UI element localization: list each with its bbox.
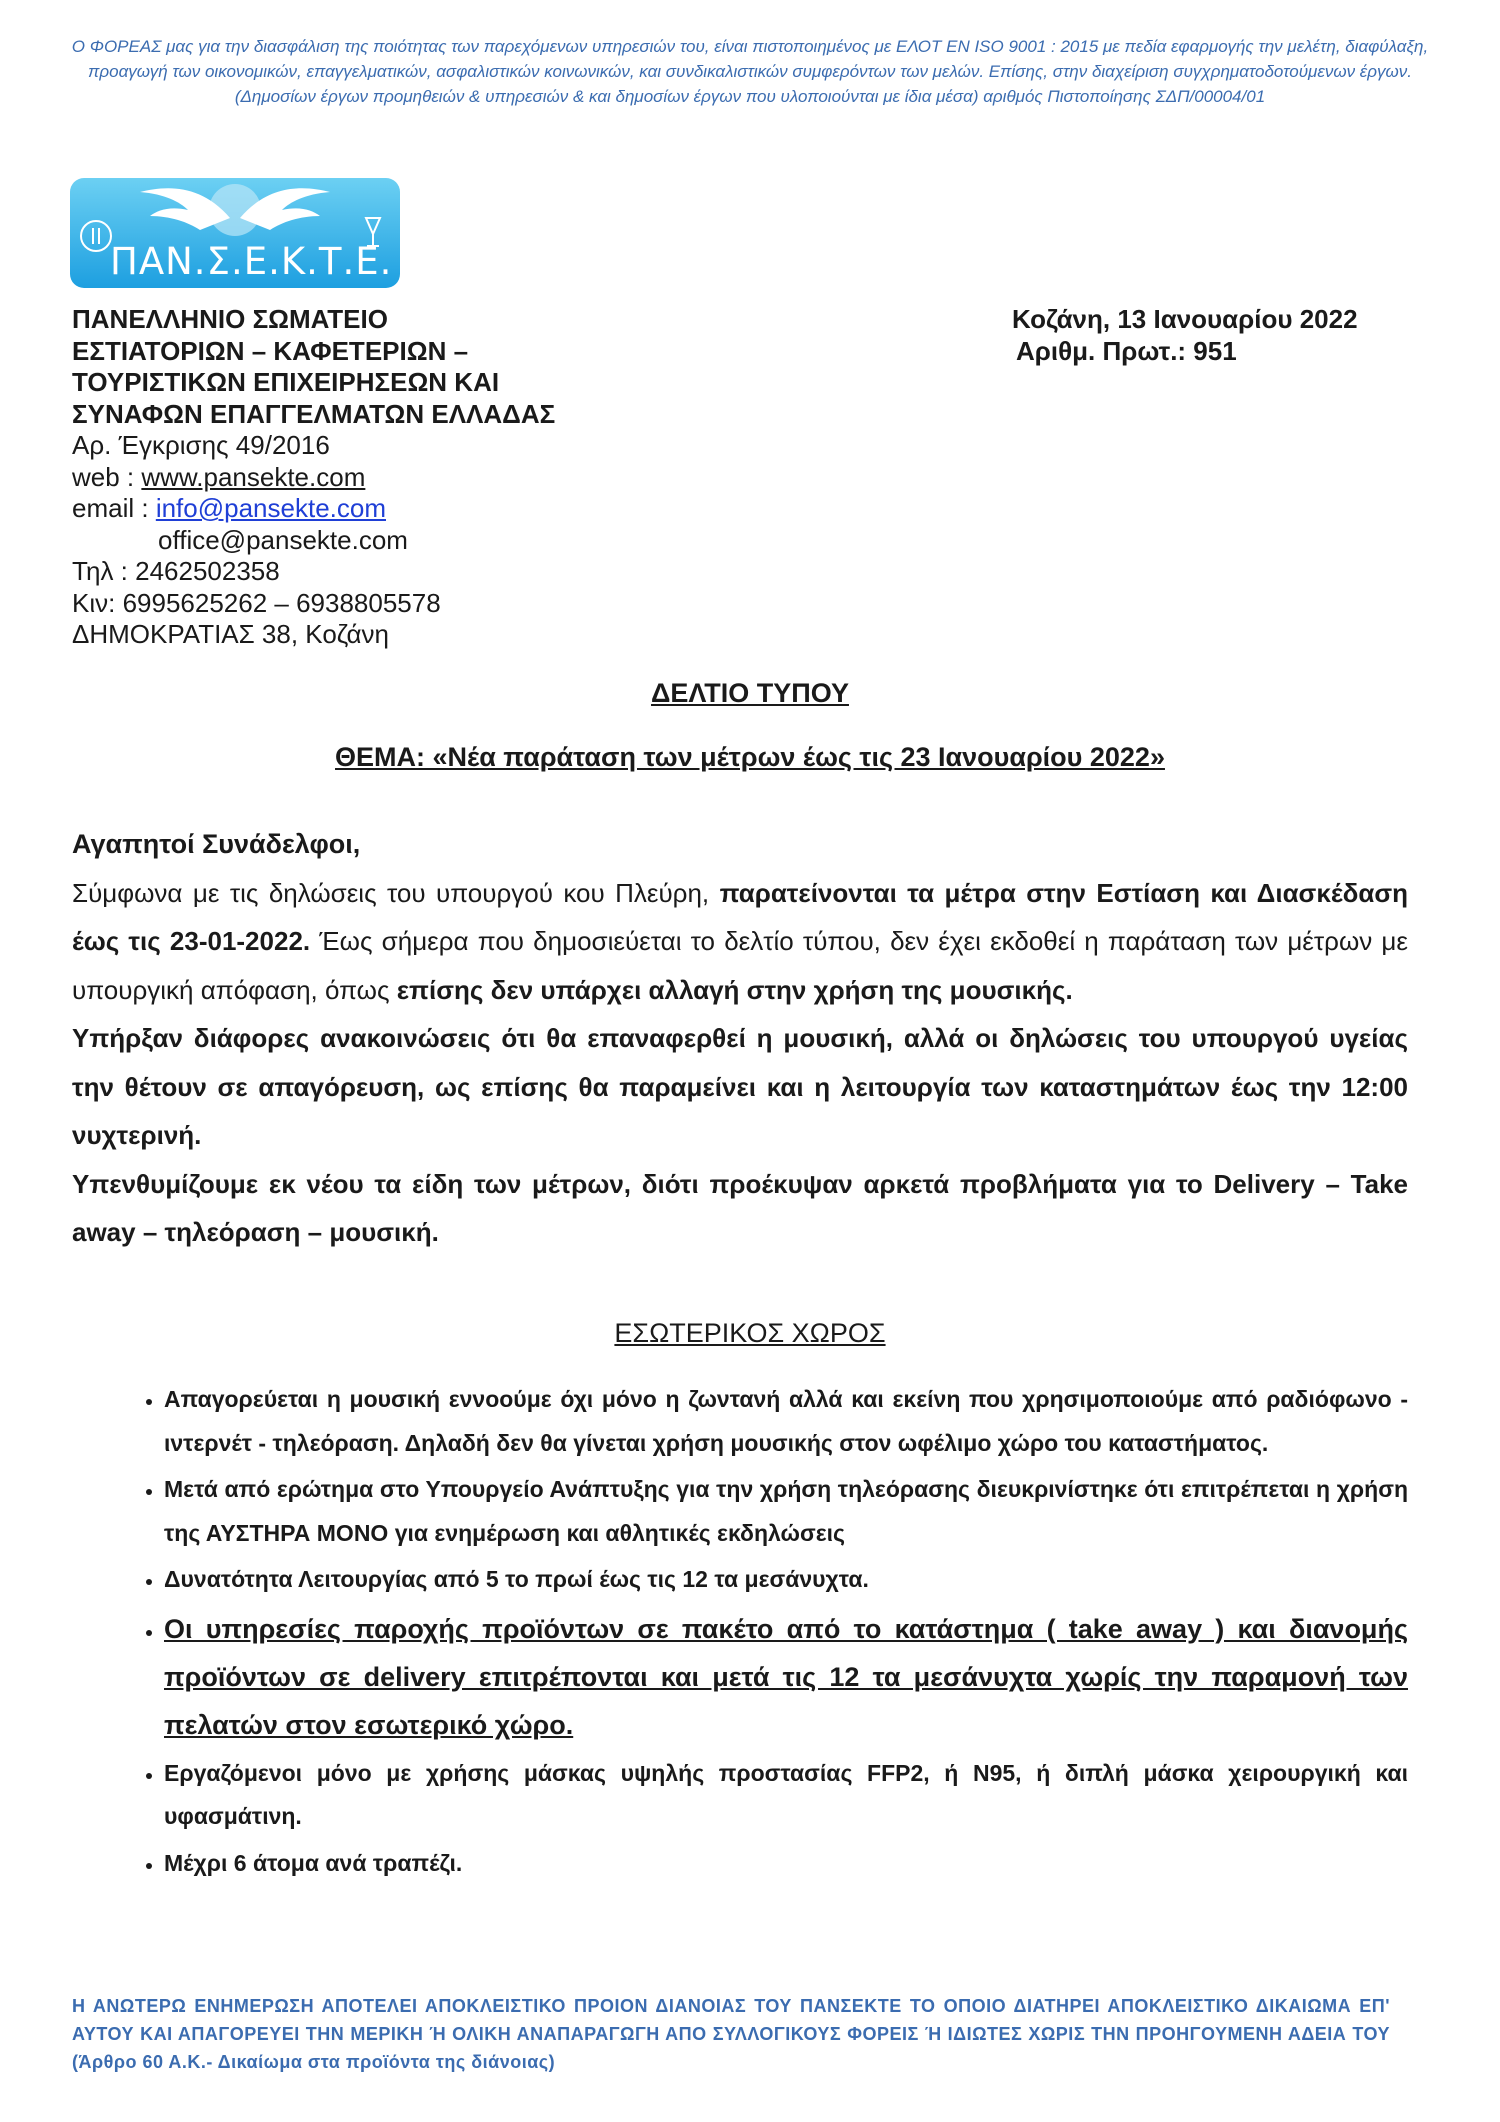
org-name-line: ΕΣΤΙΑΤΟΡΙΩΝ – ΚΑΦΕΤΕΡΙΩΝ – — [72, 335, 469, 366]
paragraph-1 — [72, 869, 1408, 1015]
list-item: • Εργαζόμενοι μόνο με χρήσης μάσκας υψηλής προστασίας FFP2, ή Ν95, ή διπλή μάσκα χειρουργική και υφασμάτινη. — [164, 1752, 1408, 1839]
approval-number: Αρ. Έγκρισης 49/2016 — [72, 430, 330, 460]
web-line — [72, 462, 772, 494]
org-name-line: ΠΑΝΕΛΛΗΝΙΟ ΣΩΜΑΤΕΙΟ — [72, 304, 388, 334]
subject-line: ΘΕΜΑ: «Νέα παράταση των μέτρων έως τις 23 Ιανουαρίου 2022» — [335, 742, 1165, 772]
email-secondary: office@pansekte.com — [158, 524, 408, 555]
org-name-line: ΤΟΥΡΙΣΤΙΚΩΝ ΕΠΙΧΕΙΡΗΣΕΩΝ ΚΑΙ — [72, 367, 500, 397]
press-body — [72, 820, 1408, 1257]
document-title: ΔΕΛΤΙΟ ΤΥΠΟΥ — [651, 678, 849, 708]
mobile: Κιν: 6995625262 – 6938805578 — [72, 587, 441, 618]
document-date: Κοζάνη, 13 Ιανουαρίου 2022 — [1012, 304, 1358, 334]
list-item: • Οι υπηρεσίες παροχής προϊόντων σε πακέτο από το κατάστημα ( take away ) και διανομής προϊόντων σε delivery επιτρέπονται και μετά τις 12 τα μεσάνυχτα χωρίς την παραμονή των πελατών στον εσωτερικό χώρο. — [164, 1605, 1408, 1749]
address: ΔΗΜΟΚΡΑΤΙΑΣ 38, Κοζάνη — [72, 619, 390, 649]
greeting: Αγαπητοί Συνάδελφοι, — [72, 829, 361, 859]
p1-text-a: Σύμφωνα με τις δηλώσεις του υπουργού κου Πλεύρη, — [72, 877, 720, 908]
web-label: web : — [72, 461, 142, 492]
organization-block — [72, 304, 772, 651]
certification-note: Ο ΦΟΡΕΑΣ μας για την διασφάλιση της ποιότητας των παρεχόμενων υπηρεσιών του, είναι πιστοποιημένος με ΕΛΟΤ EN ISO 9001 : 2015 με πεδία εφαρμογής την μελέτη, διαφύλαξη, προαγωγή των οικονομικών, επαγγελματικών, ασφαλιστικών κοινωνικών, και συνδικαλιστικών συμφερόντων των μελών. Επίσης, στην διαχείριση συγχρηματοδοτούμενων έργων. (Δημοσίων έργων προμηθειών & υπηρεσιών & και δημοσίων έργων που υλοποιούνται με ίδια μέσα) αριθμός Πιστοποίησης ΣΔΠ/00004/01 — [71, 37, 1429, 106]
logo-text: ΠΑΝ.Σ.Ε.Κ.Τ.Ε. — [110, 240, 393, 283]
protocol-number: Αριθμ. Πρωτ.: 951 — [1016, 335, 1237, 366]
email-label: email : — [72, 493, 156, 523]
copyright-footer: Η ΑΝΩΤΕΡΩ ΕΝΗΜΕΡΩΣΗ ΑΠΟΤΕΛΕΙ ΑΠΟΚΛΕΙΣΤΙΚΟ ΠΡΟΙΟΝ ΔΙΑΝΟΙΑΣ ΤΟΥ ΠΑΝΣΕΚΤΕ ΤΟ ΟΠΟΙΟ ΔΙΑΤΗΡΕΙ ΑΠΟΚΛΕΙΣΤΙΚΟ ΔΙΚΑΙΩΜΑ ΕΠ' ΑΥΤΟΥ ΚΑΙ ΑΠΑΓΟΡΕΥΕΙ ΤΗΝ ΜΕΡΙΚΗ Ή ΟΛΙΚΗ ΑΝΑΠΑΡΑΓΩΓΗ ΑΠΟ ΣΥΛΛΟΓΙΚΟΥΣ ΦΟΡΕΙΣ Ή ΙΔΙΩΤΕΣ ΧΩΡΙΣ ΤΗΝ ΠΡΟΗΓΟΥΜΕΝΗ ΑΔΕΙΑ ΤΟΥ (Άρθρο 60 Α.Κ.- Δικαίωμα στα προϊόντα της διάνοιας) — [72, 1996, 1390, 2072]
paragraph-2: Υπήρξαν διάφορες ανακοινώσεις ότι θα επαναφερθεί η μουσική, αλλά οι δηλώσεις του υπουργού υγείας την θέτουν σε απαγόρευση, ως επίσης θα παραμείνει και η λειτουργία των καταστημάτων έως την 12:00 νυχτερινή. — [72, 1023, 1408, 1150]
p1-text-c: Έως σήμερα που δημοσιεύεται το δελτίο τύπου, δεν έχει εκδοθεί η παράταση των μέτρων με υπουργική απόφαση, όπως — [72, 926, 1408, 1005]
list-item: • Μέχρι 6 άτομα ανά τραπέζι. — [164, 1842, 1408, 1886]
logo — [70, 178, 400, 288]
org-name-line: ΣΥΝΑΦΩΝ ΕΠΑΓΓΕΛΜΑΤΩΝ ΕΛΛΑΔΑΣ — [72, 398, 556, 429]
email-link[interactable]: info@pansekte.com — [155, 493, 386, 523]
phone: Τηλ : 2462502358 — [72, 556, 280, 586]
date-block — [1012, 304, 1472, 367]
p1-text-b: παρατείνονται τα μέτρα στην Εστίαση και Διασκέδαση έως τις 23-01-2022. — [72, 877, 1408, 956]
email-line — [72, 493, 772, 525]
measures-list — [72, 1378, 1408, 1888]
list-item: • Μετά από ερώτημα στο Υπουργείο Ανάπτυξης για την χρήση τηλεόρασης διευκρινίστηκε ότι επιτρέπεται η χρήση της ΑΥΣΤΗΡΑ ΜΟΝΟ για ενημέρωση και αθλητικές εκδηλώσεις — [164, 1468, 1408, 1555]
paragraph-3: Υπενθυμίζουμε εκ νέου τα είδη των μέτρων, διότι προέκυψαν αρκετά προβλήματα για το Delivery – Take away – τηλεόραση – μουσική. — [72, 1168, 1408, 1247]
section-title: ΕΣΩΤΕΡΙΚΟΣ ΧΩΡΟΣ — [614, 1318, 886, 1348]
p1-text-d: επίσης δεν υπάρχει αλλαγή στην χρήση της μουσικής. — [396, 974, 1073, 1005]
list-item: • Απαγορεύεται η μουσική εννοούμε όχι μόνο η ζωντανή αλλά και εκείνη που χρησιμοποιούμε από ραδιόφωνο - ιντερνέτ - τηλεόραση. Δηλαδή δεν θα γίνεται χρήση μουσικής στον ωφέλιμο χώρο του καταστήματος. — [164, 1378, 1408, 1465]
list-item: • Δυνατότητα Λειτουργίας από 5 το πρωί έως τις 12 τα μεσάνυχτα. — [164, 1558, 1408, 1602]
web-link[interactable]: www.pansekte.com — [141, 461, 366, 492]
